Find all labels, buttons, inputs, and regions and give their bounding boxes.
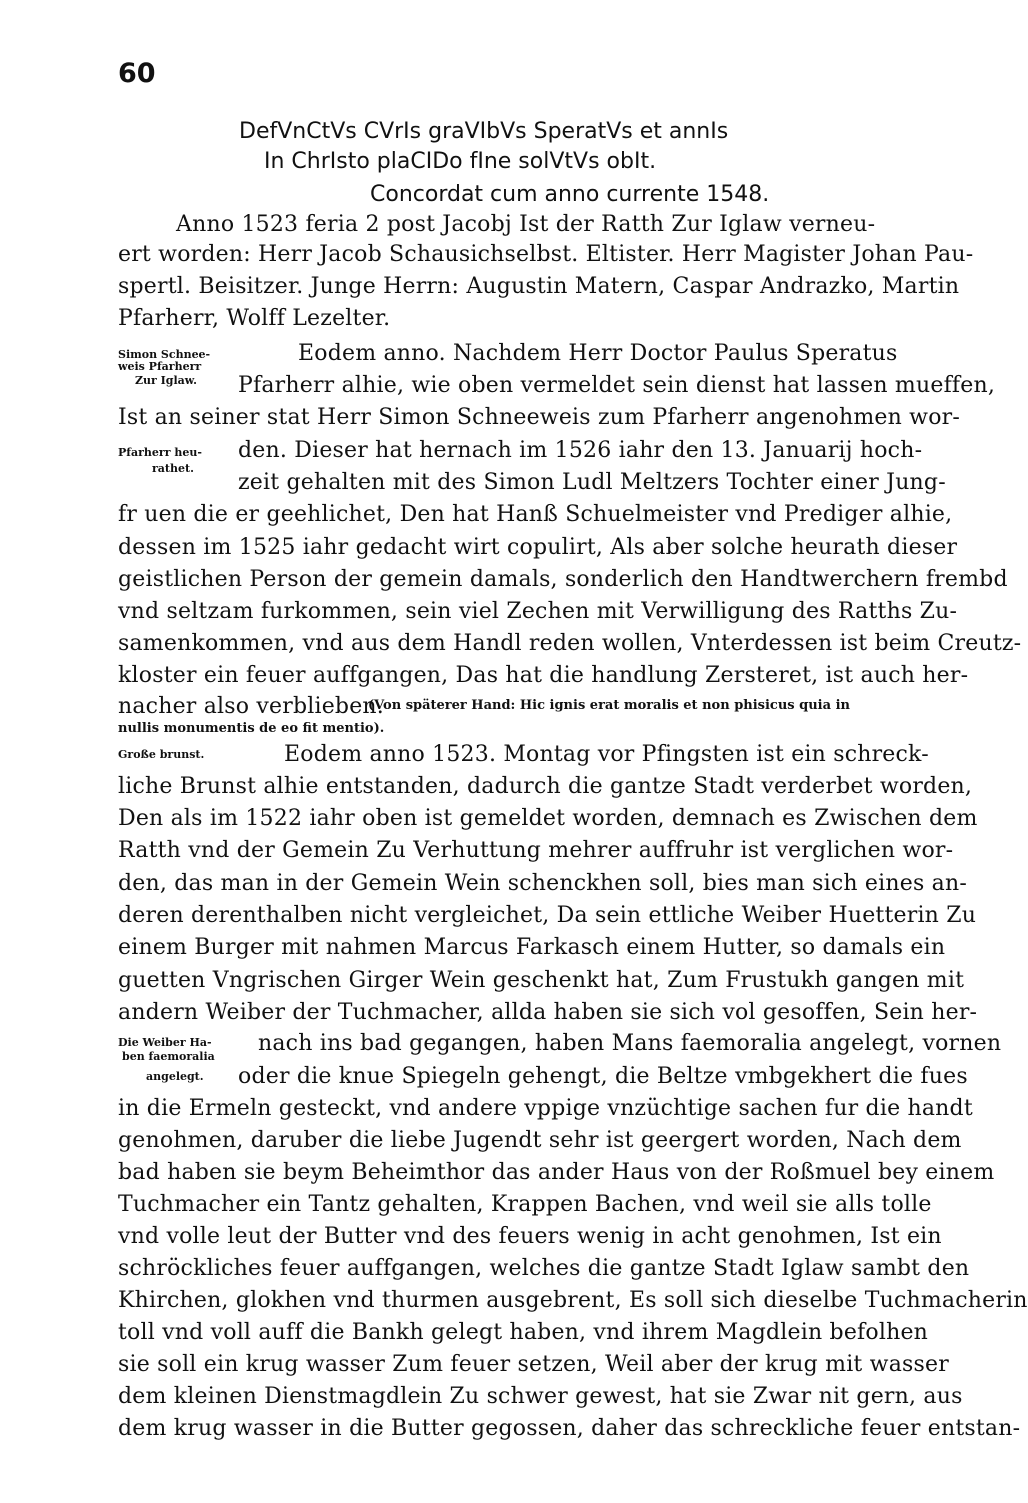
margin-note: Große brunst. [118,748,205,761]
text-line: ert worden: Herr Jacob Schausichselbst. Eltister. Herr Magister Johan Pau- [118,242,974,267]
margin-note: rathet. [152,462,194,475]
text-line: dem kleinen Dienstmagdlein Zu schwer gewest, hat sie Zwar nit gern, aus [118,1384,963,1409]
text-line: den, das man in der Gemein Wein schenckhen soll, bies man sich eines an- [118,871,967,896]
text-line: Anno 1523 feria 2 post Jacobj Ist der Ratth Zur Iglaw verneu- [176,212,876,237]
text-line: nacher also verblieben. [118,694,384,719]
text-line: bad haben sie beym Beheimthor das ander Haus von der Roßmuel bey einem [118,1160,995,1185]
margin-note: Die Weiber Ha- [118,1036,212,1049]
text-line: spertl. Beisitzer. Junge Herrn: Augustin Matern, Caspar Andrazko, Martin [118,274,960,299]
text-line: Ist an seiner stat Herr Simon Schneeweis zum Pfarherr angenohmen wor- [118,405,961,430]
text-line: dem krug wasser in die Butter gegossen, daher das schreckliche feuer entstan- [118,1416,1021,1441]
text-line: guetten Vngrischen Girger Wein geschenkt hat, Zum Frustukh gangen mit [118,968,965,993]
text-line: genohmen, daruber die liebe Jugendt sehr ist geergert worden, Nach dem [118,1128,962,1153]
text-line: Eodem anno. Nachdem Herr Doctor Paulus Speratus [298,341,898,366]
text-line: den. Dieser hat hernach im 1526 iahr den 13. Januarij hoch- [238,438,923,463]
margin-note: Pfarherr heu- [118,446,202,459]
margin-note: angelegt. [146,1070,204,1083]
chronogram-line-3: Concordat cum anno currente 1548. [370,182,770,207]
text-line: liche Brunst alhie entstanden, dadurch die gantze Stadt verderbet worden, [118,774,973,799]
text-line: schröckliches feuer auffgangen, welches die gantze Stadt Iglaw sambt den [118,1256,970,1281]
margin-note: Zur Iglaw. [135,374,197,387]
text-line: Ratth vnd der Gemein Zu Verhuttung mehrer auffruhr ist verglichen wor- [118,838,954,863]
text-line: nach ins bad gegangen, haben Mans faemoralia angelegt, vornen [258,1031,1002,1056]
text-line: sie soll ein krug wasser Zum feuer setzen, Weil aber der krug mit wasser [118,1352,949,1377]
margin-note: ben faemoralia [122,1050,215,1063]
text-line: in die Ermeln gesteckt, vnd andere vppige vnzüchtige sachen fur die handt [118,1096,973,1121]
text-line: samenkommen, vnd aus dem Handl reden wollen, Vnterdessen ist beim Creutz- [118,631,1022,656]
text-line: andern Weiber der Tuchmacher, allda haben sie sich vol gesoffen, Sein her- [118,1000,978,1025]
text-line: dessen im 1525 iahr gedacht wirt copulirt, Als aber solche heurath dieser [118,535,958,560]
text-line: Eodem anno 1523. Montag vor Pfingsten ist ein schreck- [284,742,929,767]
text-line: fr uen die er geehlichet, Den hat Hanß Schuelmeister vnd Prediger alhie, [118,502,953,527]
text-line: zeit gehalten mit des Simon Ludl Meltzers Tochter einer Jung- [238,470,946,495]
text-line: geistlichen Person der gemein damals, sonderlich den Handtwerchern frembd [118,567,1008,592]
later-hand-note: (Von späterer Hand: Hic ignis erat moralis et non phisicus quia in [368,698,850,713]
text-line: toll vnd voll auff die Bankh gelegt haben, vnd ihrem Magdlein befolhen [118,1320,929,1345]
margin-note: weis Pfarherr [118,360,202,373]
text-line: Khirchen, glokhen vnd thurmen ausgebrent, Es soll sich dieselbe Tuchmacherin [118,1288,1028,1313]
text-line: einem Burger mit nahmen Marcus Farkasch einem Hutter, so damals ein [118,935,946,960]
text-line: Tuchmacher ein Tantz gehalten, Krappen Bachen, vnd weil sie alls tolle [118,1192,932,1217]
later-hand-note: nullis monumentis de eo fit mentio). [118,721,385,736]
text-line: Pfarherr, Wolff Lezelter. [118,306,391,331]
text-line: Pfarherr alhie, wie oben vermeldet sein dienst hat lassen mueffen, [238,373,996,398]
margin-note: Simon Schnee- [118,348,211,361]
text-line: deren derenthalben nicht vergleichet, Da sein ettliche Weiber Huetterin Zu [118,903,977,928]
chronogram-line-2: In ChrIsto plaCIDo fIne solVtVs obIt. [264,149,657,174]
page-number: 60 [118,58,156,89]
text-line: vnd seltzam furkommen, sein viel Zechen mit Verwilligung des Ratths Zu- [118,599,958,624]
text-line: kloster ein feuer auffgangen, Das hat die handlung Zersteret, ist auch her- [118,663,969,688]
text-line: Den als im 1522 iahr oben ist gemeldet worden, demnach es Zwischen dem [118,806,978,831]
text-line: vnd volle leut der Butter vnd des feuers wenig in acht genohmen, Ist ein [118,1224,942,1249]
text-line: oder die knue Spiegeln gehengt, die Beltze vmbgekhert die fues [238,1064,968,1089]
chronogram-line-1: DefVnCtVs CVrIs graVIbVs SperatVs et annIs [239,119,729,144]
